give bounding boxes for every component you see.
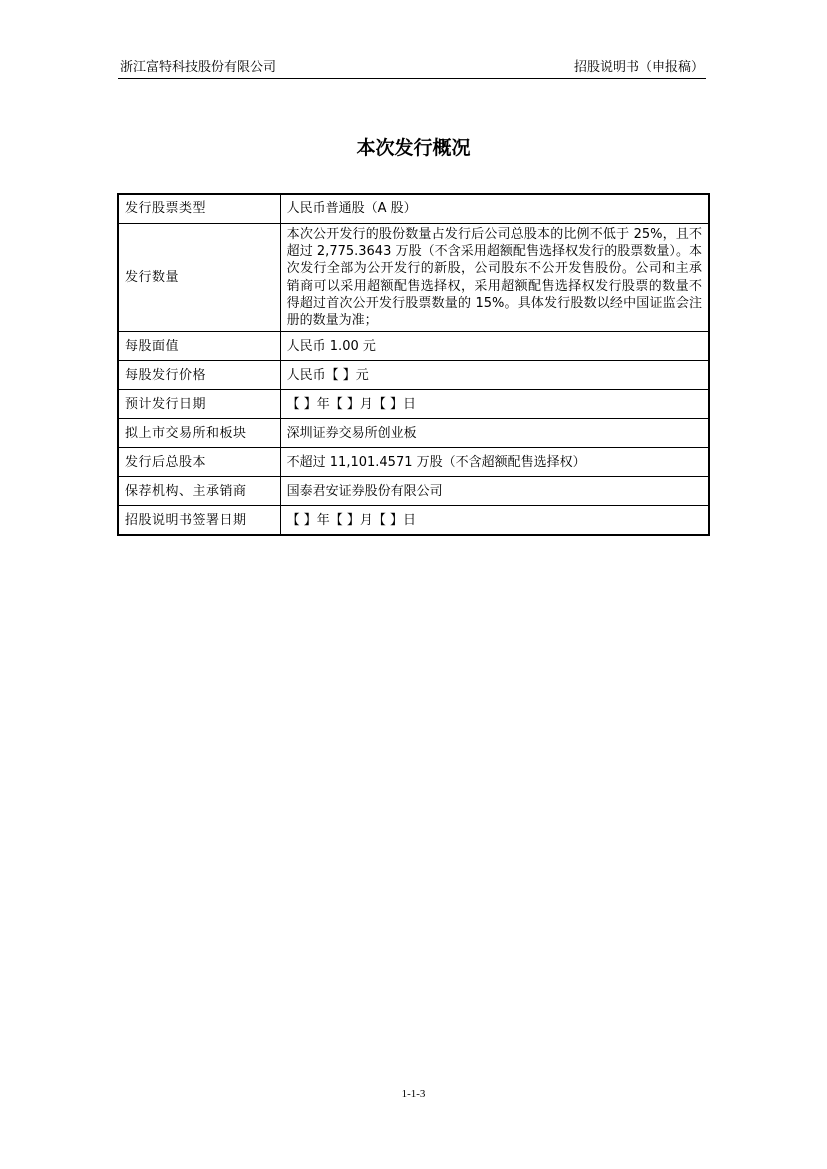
row-value-signing-date: 【 】年【 】月【 】日: [280, 506, 709, 536]
row-value-issue-price: 人民币【 】元: [280, 361, 709, 390]
table-row: [118, 361, 709, 390]
table-row: [118, 419, 709, 448]
row-value-sponsor: 国泰君安证券股份有限公司: [280, 477, 709, 506]
row-label-signing-date: 招股说明书签署日期: [118, 506, 280, 536]
page-number: 1-1-3: [401, 1088, 426, 1100]
row-label-issue-price: 每股发行价格: [118, 361, 280, 390]
row-label-exchange-board: 拟上市交易所和板块: [118, 419, 280, 448]
row-value-issue-date: 【 】年【 】月【 】日: [280, 390, 709, 419]
offering-overview-table: [117, 193, 710, 536]
table-row: [118, 332, 709, 361]
row-label-par-value: 每股面值: [118, 332, 280, 361]
header-company-name: 浙江富特科技股份有限公司: [120, 60, 277, 75]
table-row: [118, 448, 709, 477]
row-value-issue-quantity: 本次公开发行的股份数量占发行后公司总股本的比例不低于 25%，且不超过 2,775.3643 万股（不含采用超额配售选择权发行的股票数量）。本次发行全部为公开发行的新股，公司股东不公开发售股份。公司和主承销商可以采用超额配售选择权，采用超额配售选择权发行股票的数量不得超过首次公开发行股票数量的 15%。具体发行股数以经中国证监会注册的数量为准；: [280, 224, 709, 332]
table-row: [118, 506, 709, 536]
row-value-stock-type: 人民币普通股（A 股）: [280, 194, 709, 224]
row-value-total-shares: 不超过 11,101.4571 万股（不含超额配售选择权）: [280, 448, 709, 477]
table-row: [118, 390, 709, 419]
row-label-issue-quantity: 发行数量: [118, 224, 280, 332]
row-value-exchange-board: 深圳证券交易所创业板: [280, 419, 709, 448]
table-row: [118, 224, 709, 332]
page-header: [118, 58, 706, 79]
page-title: 本次发行概况: [356, 137, 471, 159]
row-label-stock-type: 发行股票类型: [118, 194, 280, 224]
row-label-issue-date: 预计发行日期: [118, 390, 280, 419]
row-label-sponsor: 保荐机构、主承销商: [118, 477, 280, 506]
row-label-total-shares: 发行后总股本: [118, 448, 280, 477]
table-row: [118, 194, 709, 224]
row-value-par-value: 人民币 1.00 元: [280, 332, 709, 361]
header-document-type: 招股说明书（申报稿）: [573, 60, 704, 75]
table-row: [118, 477, 709, 506]
